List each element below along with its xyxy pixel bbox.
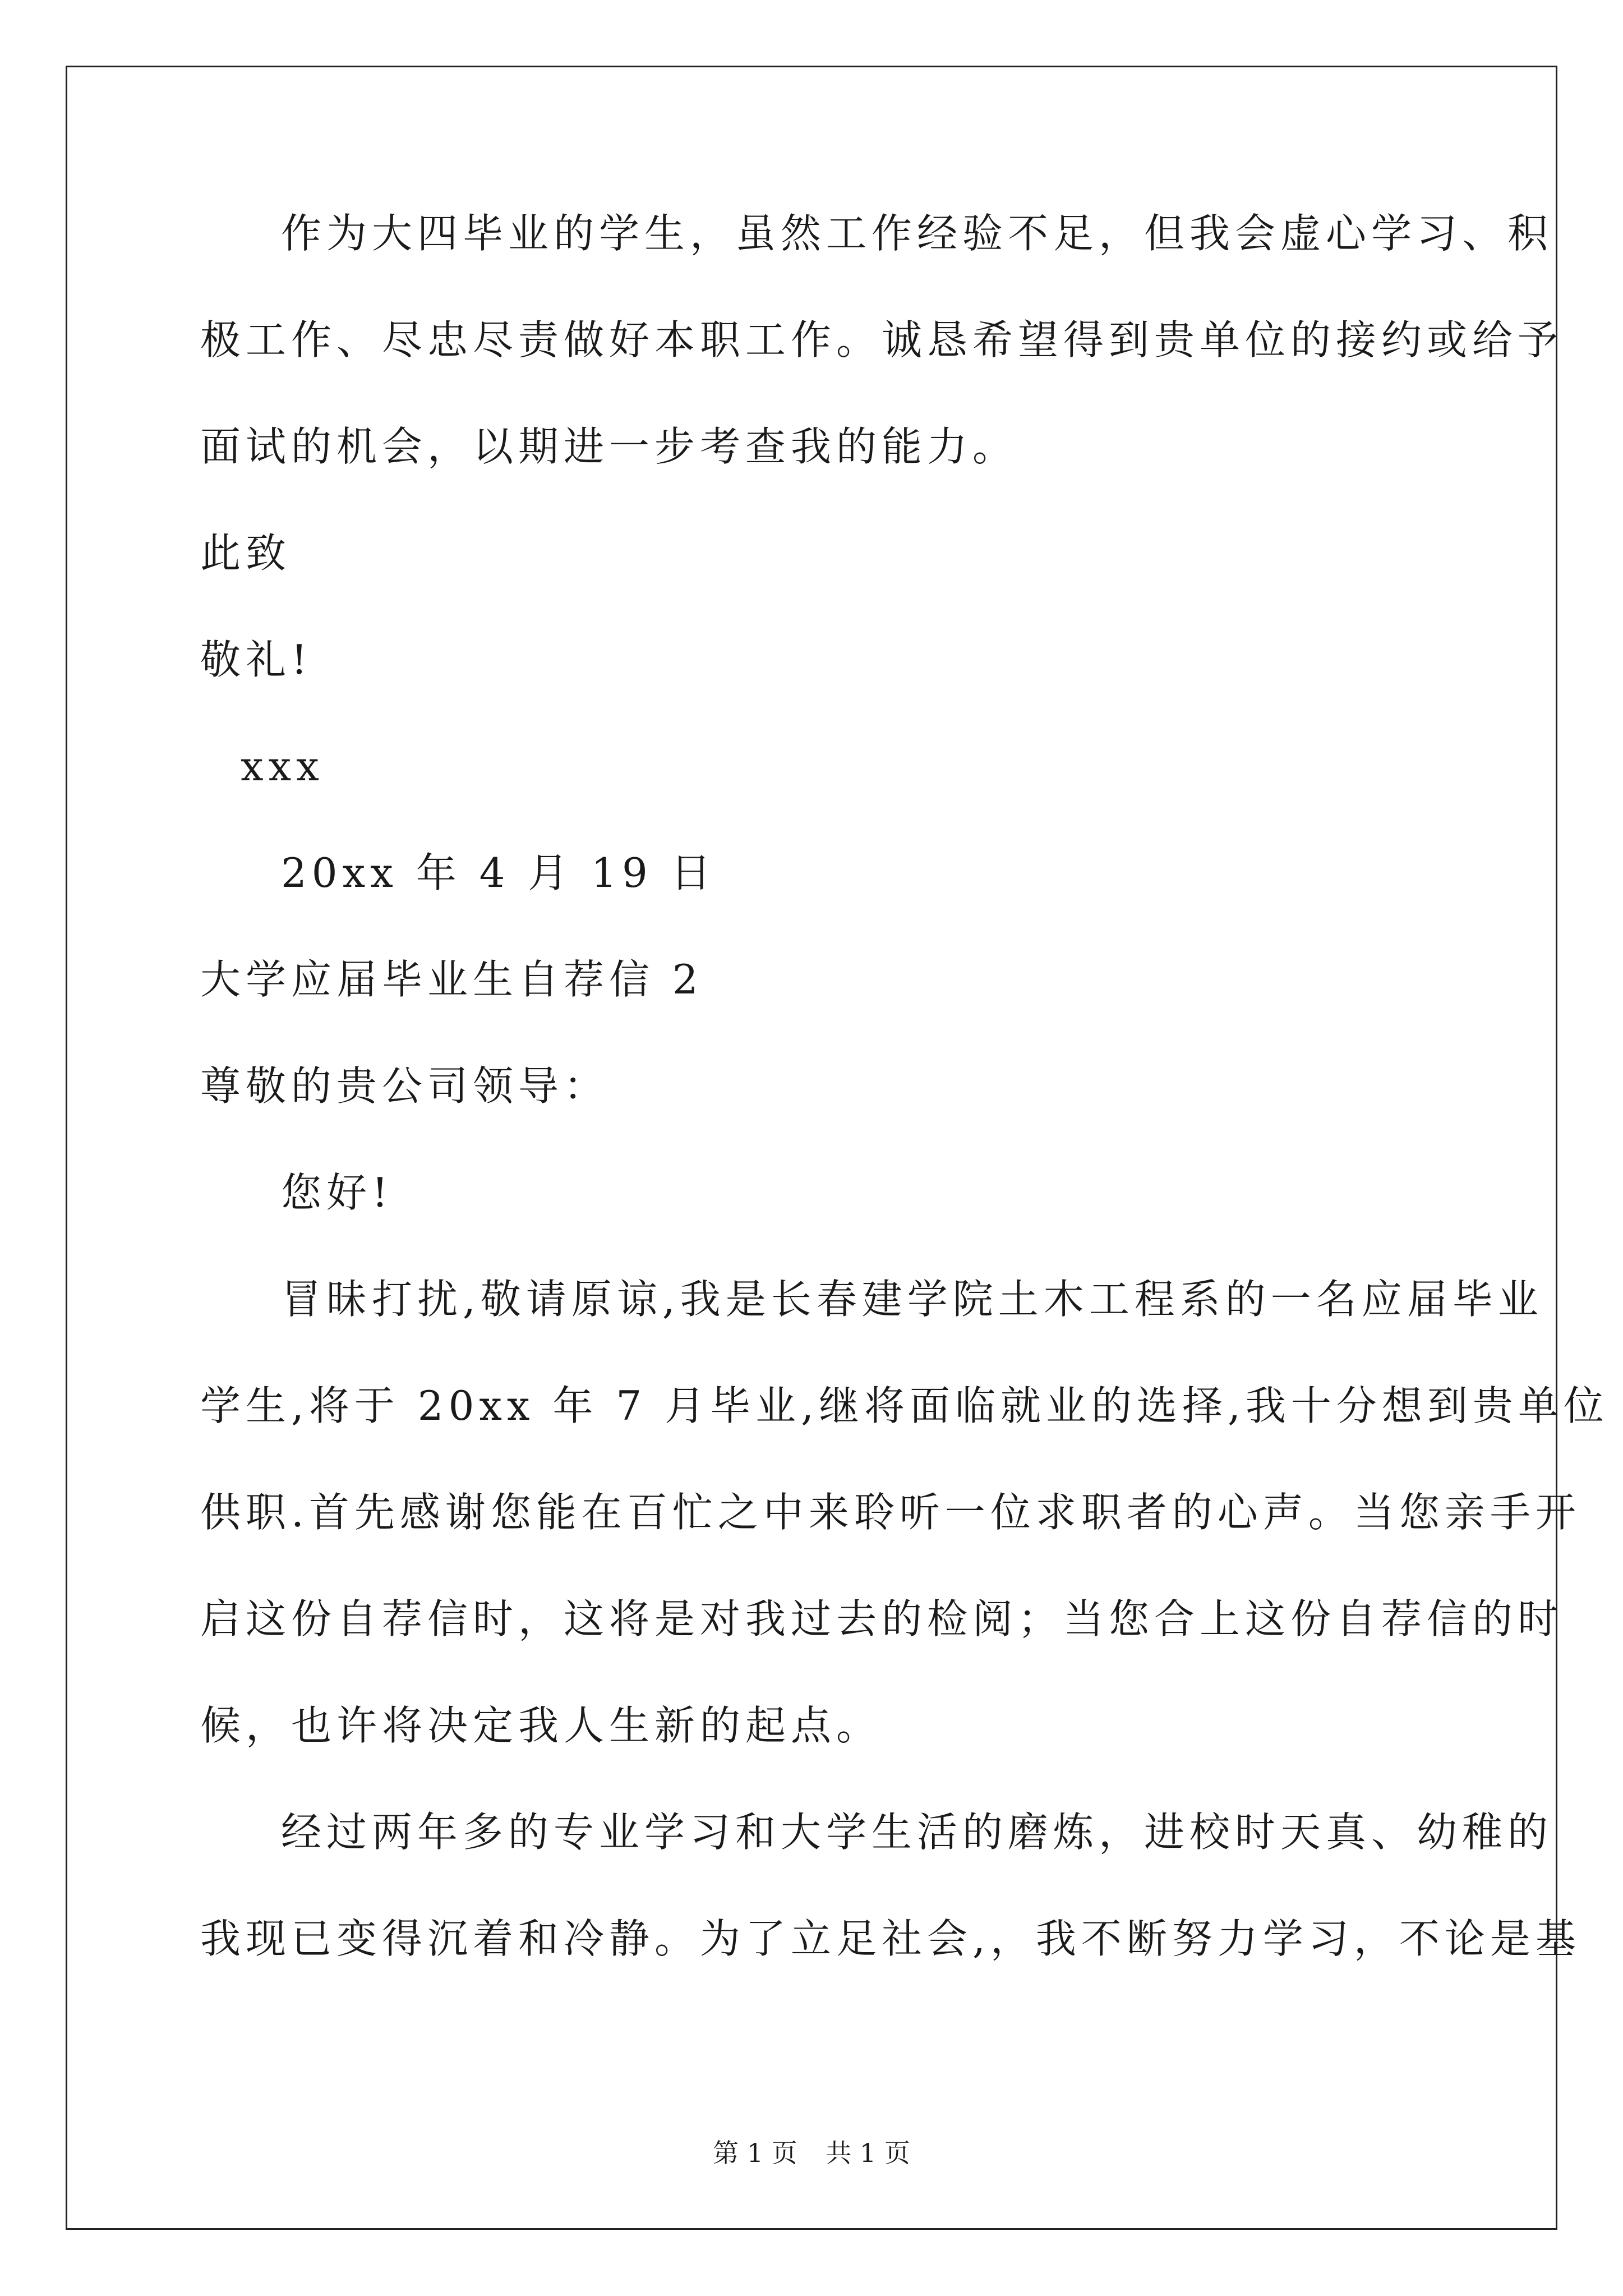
page-number: 第 1 页 [713,2138,797,2168]
page-footer [0,2136,1623,2170]
text-line: 候，也许将决定我人生新的起点。 [200,1702,882,1749]
page-total: 共 1 页 [826,2138,910,2168]
text-line: 经过两年多的专业学习和大学生活的磨炼，进校时天真、幼稚的 [281,1809,1553,1856]
greeting-hello: 您好! [281,1169,393,1216]
text-line: 极工作、尽忠尽责做好本职工作。诚恳希望得到贵单位的接约或给予 [200,316,1564,364]
page-border [66,66,1557,2230]
greeting: 尊敬的贵公司领导： [200,1062,610,1110]
regards: 敬礼! [200,636,312,683]
text-line: 我现已变得沉着和冷静。为了立足社会,，我不断努力学习，不论是基 [200,1915,1581,1962]
salutation-closing: 此致 [200,530,292,577]
text-line: 启这份自荐信时，这将是对我过去的检阅；当您合上这份自荐信的时 [200,1595,1564,1642]
text-line: 面试的机会，以期进一步考查我的能力。 [200,423,1018,470]
signature-date: 20xx 年 4 月 19 日 [281,849,716,896]
text-line: 作为大四毕业的学生，虽然工作经验不足，但我会虚心学习、积 [281,210,1553,257]
text-line: 供职.首先感谢您能在百忙之中来聆听一位求职者的心声。当您亲手开 [200,1489,1581,1536]
signature-name: xxx [241,743,324,790]
text-line: 学生,将于 20xx 年 7 月毕业,继将面临就业的选择,我十分想到贵单位 [200,1382,1609,1429]
section-heading: 大学应届毕业生自荐信 2 [200,956,703,1003]
text-line: 冒昧打扰,敬请原谅,我是长春建学院土木工程系的一名应届毕业 [281,1276,1543,1323]
